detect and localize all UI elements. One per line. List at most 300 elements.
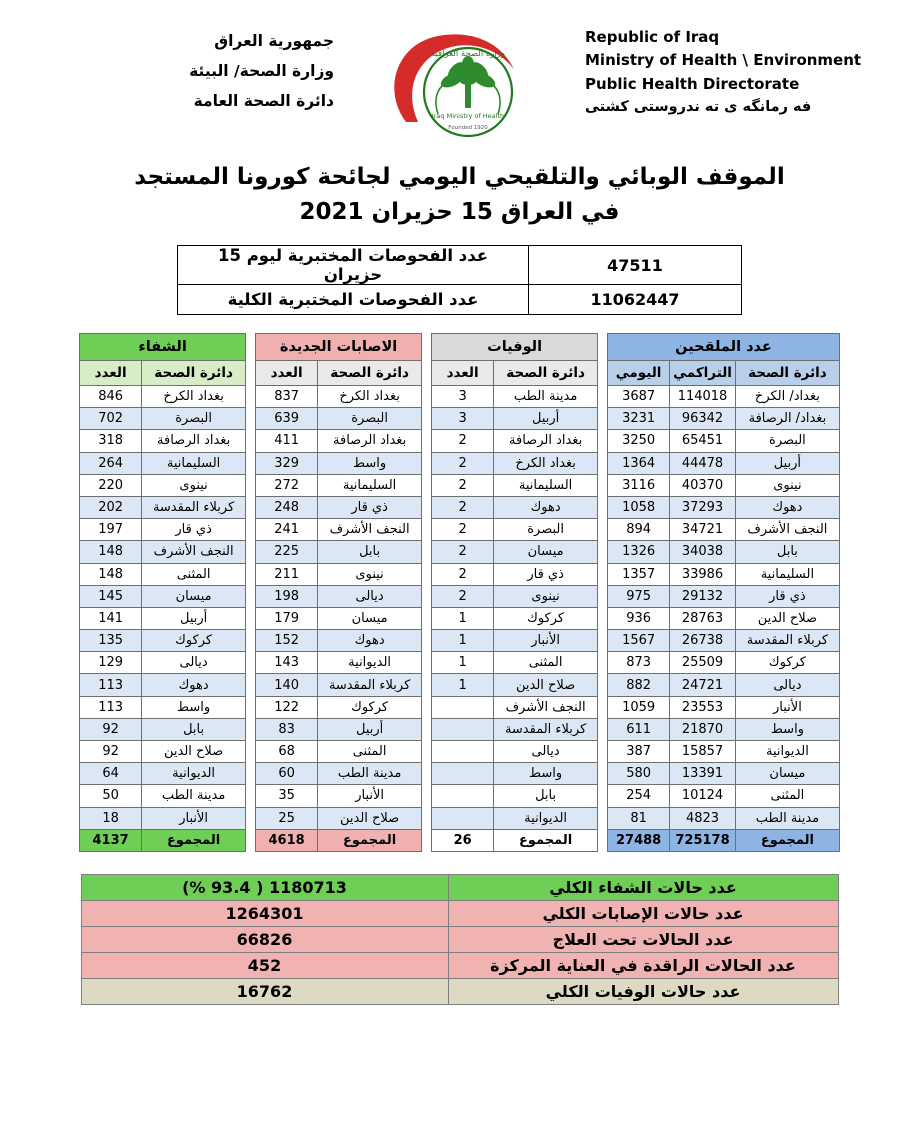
- table-total-row: [432, 829, 598, 851]
- total-value: 26: [432, 829, 494, 851]
- table-total-row: [80, 829, 246, 851]
- cell-value: 92: [80, 741, 142, 763]
- cell-value: 26738: [670, 630, 736, 652]
- total-label: المجموع: [735, 829, 839, 851]
- health-directorate-name: كربلاء المقدسة: [142, 496, 246, 518]
- health-directorate-name: الديوانية: [494, 807, 598, 829]
- health-directorate-name: البصرة: [142, 408, 246, 430]
- summary-value: 1264301: [81, 900, 448, 926]
- lab-tests-label: عدد الفحوصات المختبرية الكلية: [178, 285, 529, 315]
- cell-value: 1: [432, 652, 494, 674]
- table-row: [256, 430, 422, 452]
- health-directorate-name: بغداد الكرخ: [494, 452, 598, 474]
- table-row: [608, 785, 840, 807]
- health-directorate-name: مدينة الطب: [318, 763, 422, 785]
- cell-value: 894: [608, 519, 670, 541]
- table-row: [80, 607, 246, 629]
- lab-tests-summary: [0, 245, 919, 315]
- cell-value: 25: [256, 807, 318, 829]
- table-row: [432, 430, 598, 452]
- total-value: 4618: [256, 829, 318, 851]
- cell-value: 148: [80, 541, 142, 563]
- health-directorate-name: صلاح الدين: [494, 674, 598, 696]
- cell-value: 10124: [670, 785, 736, 807]
- cell-value: 1058: [608, 496, 670, 518]
- cell-value: 3231: [608, 408, 670, 430]
- table-row: [432, 408, 598, 430]
- health-directorate-name: ذي قار: [494, 563, 598, 585]
- table-row: [80, 452, 246, 474]
- table-row: [432, 585, 598, 607]
- health-directorate-name: نينوى: [142, 474, 246, 496]
- cell-value: 83: [256, 718, 318, 740]
- table-row: [256, 496, 422, 518]
- health-directorate-name: واسط: [494, 763, 598, 785]
- cell-value: 2: [432, 519, 494, 541]
- table-row: [432, 807, 598, 829]
- health-directorate-name: ميسان: [142, 585, 246, 607]
- table-header-row: [256, 361, 422, 386]
- cell-value: 179: [256, 607, 318, 629]
- cell-value: 40370: [670, 474, 736, 496]
- cell-value: 24721: [670, 674, 736, 696]
- health-directorate-name: أربيل: [318, 718, 422, 740]
- deaths-banner: الوفيات: [432, 334, 598, 361]
- table-row: [80, 496, 246, 518]
- table-row: [432, 785, 598, 807]
- health-directorate-name: كركوك: [735, 652, 839, 674]
- cell-value: 1326: [608, 541, 670, 563]
- cell-value: 33986: [670, 563, 736, 585]
- cell-value: 202: [80, 496, 142, 518]
- cell-value: 114018: [670, 386, 736, 408]
- summary-value: 452: [81, 952, 448, 978]
- cell-value: 60: [256, 763, 318, 785]
- health-directorate-name: السليمانية: [494, 474, 598, 496]
- health-directorate-name: بغداد الرصافة: [494, 430, 598, 452]
- table-row: [80, 408, 246, 430]
- table-row: [432, 519, 598, 541]
- health-directorate-name: ذي قار: [735, 585, 839, 607]
- cell-value: 1059: [608, 696, 670, 718]
- header-left-line2: Ministry of Health \ Environment: [585, 51, 862, 70]
- cell-value: 37293: [670, 496, 736, 518]
- table-row: [432, 763, 598, 785]
- cell-value: 639: [256, 408, 318, 430]
- health-directorate-name: السليمانية: [735, 563, 839, 585]
- health-directorate-name: بابل: [735, 541, 839, 563]
- table-row: [80, 741, 246, 763]
- cell-value: 198: [256, 585, 318, 607]
- cell-value: 387: [608, 741, 670, 763]
- column-header: العدد: [432, 361, 494, 386]
- recovered-banner: الشفاء: [80, 334, 246, 361]
- table-row: [608, 430, 840, 452]
- cell-value: 411: [256, 430, 318, 452]
- table-row: [608, 541, 840, 563]
- health-directorate-name: أربيل: [142, 607, 246, 629]
- cell-value: 2: [432, 496, 494, 518]
- health-directorate-name: نينوى: [494, 585, 598, 607]
- health-directorate-name: دهوك: [142, 674, 246, 696]
- health-directorate-name: أربيل: [735, 452, 839, 474]
- health-directorate-name: واسط: [735, 718, 839, 740]
- health-directorate-name: مدينة الطب: [494, 386, 598, 408]
- header-left-text: [585, 26, 885, 118]
- summary-value: 66826: [81, 926, 448, 952]
- cell-value: 220: [80, 474, 142, 496]
- lab-tests-label: عدد الفحوصات المختبرية ليوم 15 حزيران: [178, 246, 529, 285]
- health-directorate-name: واسط: [318, 452, 422, 474]
- column-header: العدد: [80, 361, 142, 386]
- health-directorate-name: واسط: [142, 696, 246, 718]
- table-row: [256, 541, 422, 563]
- table-row: [608, 652, 840, 674]
- page-title: [0, 160, 919, 229]
- health-directorate-name: الديوانية: [142, 763, 246, 785]
- cell-value: 15857: [670, 741, 736, 763]
- health-directorate-name: المثنى: [142, 563, 246, 585]
- cell-value: 3: [432, 386, 494, 408]
- health-directorate-name: أربيل: [494, 408, 598, 430]
- table-row: [608, 585, 840, 607]
- table-row: [80, 585, 246, 607]
- table-row: [80, 785, 246, 807]
- health-directorate-name: كربلاء المقدسة: [735, 630, 839, 652]
- summary-value: 1180713 ( 93.4 %): [81, 874, 448, 900]
- table-row: [432, 563, 598, 585]
- table-banner-row: [608, 334, 840, 361]
- table-row: [80, 696, 246, 718]
- table-row: [81, 952, 838, 978]
- table-row: [432, 652, 598, 674]
- table-row: [432, 452, 598, 474]
- cell-value: [432, 741, 494, 763]
- vaccinated-table: [607, 333, 840, 852]
- total-value: 725178: [670, 829, 736, 851]
- cell-value: 129: [80, 652, 142, 674]
- cell-value: 2: [432, 452, 494, 474]
- health-directorate-name: صلاح الدين: [142, 741, 246, 763]
- table-row: [81, 874, 838, 900]
- cell-value: 113: [80, 696, 142, 718]
- header-right-line2: وزارة الصحة/ البيئة: [189, 62, 334, 81]
- column-header: دائرة الصحة: [735, 361, 839, 386]
- new-cases-banner: الاصابات الجديدة: [256, 334, 422, 361]
- table-row: [80, 430, 246, 452]
- summary-label: عدد حالات الشفاء الكلي: [448, 874, 838, 900]
- health-directorate-name: النجف الأشرف: [318, 519, 422, 541]
- table-row: [256, 785, 422, 807]
- health-directorate-name: كركوك: [494, 607, 598, 629]
- column-header: اليومي: [608, 361, 670, 386]
- table-row: [80, 519, 246, 541]
- table-row: [256, 585, 422, 607]
- document-header: [0, 0, 919, 150]
- cell-value: 34038: [670, 541, 736, 563]
- table-row: [80, 807, 246, 829]
- table-row: [432, 496, 598, 518]
- table-row: [608, 519, 840, 541]
- table-row: [256, 696, 422, 718]
- health-directorate-name: كربلاء المقدسة: [318, 674, 422, 696]
- table-row: [81, 900, 838, 926]
- cell-value: 18: [80, 807, 142, 829]
- health-directorate-name: الديوانية: [735, 741, 839, 763]
- total-value: 4137: [80, 829, 142, 851]
- health-directorate-name: مدينة الطب: [142, 785, 246, 807]
- table-header-row: [608, 361, 840, 386]
- cell-value: 29132: [670, 585, 736, 607]
- cell-value: 92: [80, 718, 142, 740]
- health-directorate-name: ميسان: [318, 607, 422, 629]
- health-directorate-name: المثنى: [735, 785, 839, 807]
- health-directorate-name: نينوى: [735, 474, 839, 496]
- cell-value: 2: [432, 585, 494, 607]
- cell-value: 2: [432, 430, 494, 452]
- table-row: [608, 674, 840, 696]
- cell-value: 318: [80, 430, 142, 452]
- cell-value: 3116: [608, 474, 670, 496]
- table-row: [432, 607, 598, 629]
- cell-value: [432, 718, 494, 740]
- table-row: [80, 674, 246, 696]
- deaths-table: [431, 333, 598, 852]
- table-row: [608, 741, 840, 763]
- cell-value: 28763: [670, 607, 736, 629]
- health-directorate-name: صلاح الدين: [318, 807, 422, 829]
- cell-value: 145: [80, 585, 142, 607]
- health-directorate-name: دهوك: [494, 496, 598, 518]
- cell-value: 68: [256, 741, 318, 763]
- cell-value: 846: [80, 386, 142, 408]
- cell-value: 4823: [670, 807, 736, 829]
- health-directorate-name: ذي قار: [142, 519, 246, 541]
- health-directorate-name: النجف الأشرف: [735, 519, 839, 541]
- page-title-line2: في العراق 15 حزيران 2021: [299, 198, 620, 225]
- table-row: [608, 718, 840, 740]
- table-row: [256, 674, 422, 696]
- header-left-line4-kurdish: فه رمانگه ى ته ندروستى كشتى: [585, 98, 812, 115]
- health-directorate-name: بابل: [494, 785, 598, 807]
- cell-value: 2: [432, 474, 494, 496]
- cell-value: 122: [256, 696, 318, 718]
- table-row: [256, 563, 422, 585]
- health-directorate-name: النجف الأشرف: [142, 541, 246, 563]
- header-right-line3: دائرة الصحة العامة: [193, 92, 334, 111]
- cell-value: 702: [80, 408, 142, 430]
- table-row: [256, 763, 422, 785]
- cell-value: 1357: [608, 563, 670, 585]
- health-directorate-name: كربلاء المقدسة: [494, 718, 598, 740]
- table-row: [256, 652, 422, 674]
- health-directorate-name: السليمانية: [318, 474, 422, 496]
- health-directorate-name: بغداد الرصافة: [318, 430, 422, 452]
- health-directorate-name: السليمانية: [142, 452, 246, 474]
- cell-value: 837: [256, 386, 318, 408]
- health-directorate-name: النجف الأشرف: [494, 696, 598, 718]
- summary-label: عدد حالات الوفيات الكلي: [448, 978, 838, 1004]
- cell-value: 975: [608, 585, 670, 607]
- health-directorate-name: كركوك: [142, 630, 246, 652]
- health-directorate-name: البصرة: [318, 408, 422, 430]
- header-right-line1: جمهورية العراق: [214, 32, 334, 50]
- cell-value: 936: [608, 607, 670, 629]
- table-row: [80, 541, 246, 563]
- cell-value: 197: [80, 519, 142, 541]
- health-directorate-name: بابل: [142, 718, 246, 740]
- health-directorate-name: ديالى: [318, 585, 422, 607]
- health-directorate-name: بغداد الرصافة: [142, 430, 246, 452]
- health-directorate-name: الديوانية: [318, 652, 422, 674]
- table-total-row: [256, 829, 422, 851]
- table-row: [608, 607, 840, 629]
- table-row: [608, 386, 840, 408]
- health-directorate-name: كركوك: [318, 696, 422, 718]
- table-row: [256, 607, 422, 629]
- table-row: [256, 718, 422, 740]
- recovered-table: [79, 333, 246, 852]
- ministry-logo: [365, 26, 555, 142]
- column-header: دائرة الصحة: [494, 361, 598, 386]
- table-row: [608, 474, 840, 496]
- table-row: [256, 741, 422, 763]
- health-directorate-name: ديالى: [735, 674, 839, 696]
- table-header-row: [432, 361, 598, 386]
- table-row: [432, 474, 598, 496]
- column-header: التراكمي: [670, 361, 736, 386]
- daily-statistics-tables: [0, 333, 919, 852]
- cell-value: 140: [256, 674, 318, 696]
- health-directorate-name: دهوك: [735, 496, 839, 518]
- health-directorate-name: المثنى: [318, 741, 422, 763]
- health-directorate-name: بابل: [318, 541, 422, 563]
- table-row: [256, 519, 422, 541]
- cell-value: [432, 807, 494, 829]
- cell-value: 64: [80, 763, 142, 785]
- cell-value: 44478: [670, 452, 736, 474]
- column-header: العدد: [256, 361, 318, 386]
- table-row: [256, 386, 422, 408]
- table-row: [178, 285, 742, 315]
- total-label: المجموع: [318, 829, 422, 851]
- table-row: [80, 474, 246, 496]
- header-left-line1: Republic of Iraq: [585, 28, 720, 46]
- cell-value: 65451: [670, 430, 736, 452]
- cell-value: 264: [80, 452, 142, 474]
- health-directorate-name: مدينة الطب: [735, 807, 839, 829]
- cumulative-summary-table: [81, 874, 839, 1005]
- cell-value: 1: [432, 607, 494, 629]
- vaccinated-banner: عدد الملقحين: [608, 334, 840, 361]
- summary-value: 16762: [81, 978, 448, 1004]
- health-directorate-name: بغداد/ الكرخ: [735, 386, 839, 408]
- table-header-row: [80, 361, 246, 386]
- cell-value: 2: [432, 541, 494, 563]
- column-header: دائرة الصحة: [318, 361, 422, 386]
- table-row: [256, 452, 422, 474]
- header-left-line3: Public Health Directorate: [585, 74, 800, 93]
- health-directorate-name: ذي قار: [318, 496, 422, 518]
- health-directorate-name: بغداد الكرخ: [318, 386, 422, 408]
- cell-value: 1: [432, 674, 494, 696]
- cell-value: 96342: [670, 408, 736, 430]
- cell-value: 21870: [670, 718, 736, 740]
- health-directorate-name: الأنبار: [142, 807, 246, 829]
- table-row: [256, 408, 422, 430]
- health-directorate-name: الأنبار: [318, 785, 422, 807]
- page-title-line1: الموقف الوبائي والتلقيحي اليومي لجائحة كورونا المستجد: [134, 164, 785, 190]
- health-directorate-name: البصرة: [735, 430, 839, 452]
- summary-label: عدد حالات الإصابات الكلي: [448, 900, 838, 926]
- table-banner-row: [432, 334, 598, 361]
- health-directorate-name: المثنى: [494, 652, 598, 674]
- health-directorate-name: الأنبار: [735, 696, 839, 718]
- cell-value: 152: [256, 630, 318, 652]
- cell-value: 329: [256, 452, 318, 474]
- table-row: [80, 763, 246, 785]
- new-cases-table: [255, 333, 422, 852]
- lab-tests-value: 11062447: [529, 285, 742, 315]
- cell-value: 611: [608, 718, 670, 740]
- table-row: [608, 408, 840, 430]
- table-row: [432, 630, 598, 652]
- summary-label: عدد الحالات الراقدة في العناية المركزة: [448, 952, 838, 978]
- cell-value: 1364: [608, 452, 670, 474]
- cell-value: 81: [608, 807, 670, 829]
- health-directorate-name: ميسان: [494, 541, 598, 563]
- lab-tests-value: 47511: [529, 246, 742, 285]
- health-directorate-name: ديالى: [142, 652, 246, 674]
- health-directorate-name: نينوى: [318, 563, 422, 585]
- table-row: [80, 652, 246, 674]
- table-row: [608, 807, 840, 829]
- table-banner-row: [80, 334, 246, 361]
- cell-value: 113: [80, 674, 142, 696]
- cell-value: 13391: [670, 763, 736, 785]
- table-row: [608, 452, 840, 474]
- cell-value: 3250: [608, 430, 670, 452]
- table-row: [178, 246, 742, 285]
- health-directorate-name: بغداد الكرخ: [142, 386, 246, 408]
- table-row: [256, 807, 422, 829]
- table-row: [81, 978, 838, 1004]
- table-row: [80, 386, 246, 408]
- cell-value: 211: [256, 563, 318, 585]
- table-total-row: [608, 829, 840, 851]
- total-label: المجموع: [142, 829, 246, 851]
- ministry-logo-icon: [376, 30, 544, 142]
- cell-value: 25509: [670, 652, 736, 674]
- cell-value: 143: [256, 652, 318, 674]
- health-directorate-name: بغداد/ الرصافة: [735, 408, 839, 430]
- table-row: [608, 630, 840, 652]
- health-directorate-name: دهوك: [318, 630, 422, 652]
- cell-value: 35: [256, 785, 318, 807]
- table-row: [608, 763, 840, 785]
- logo-arabic-text: وزارة الصحة العراقية: [430, 49, 505, 59]
- cell-value: 148: [80, 563, 142, 585]
- health-directorate-name: الأنبار: [494, 630, 598, 652]
- health-directorate-name: البصرة: [494, 519, 598, 541]
- cell-value: 272: [256, 474, 318, 496]
- table-row: [80, 630, 246, 652]
- cell-value: 135: [80, 630, 142, 652]
- logo-founded-text: Founded 1920: [447, 125, 488, 131]
- cell-value: 248: [256, 496, 318, 518]
- health-directorate-name: صلاح الدين: [735, 607, 839, 629]
- cell-value: [432, 763, 494, 785]
